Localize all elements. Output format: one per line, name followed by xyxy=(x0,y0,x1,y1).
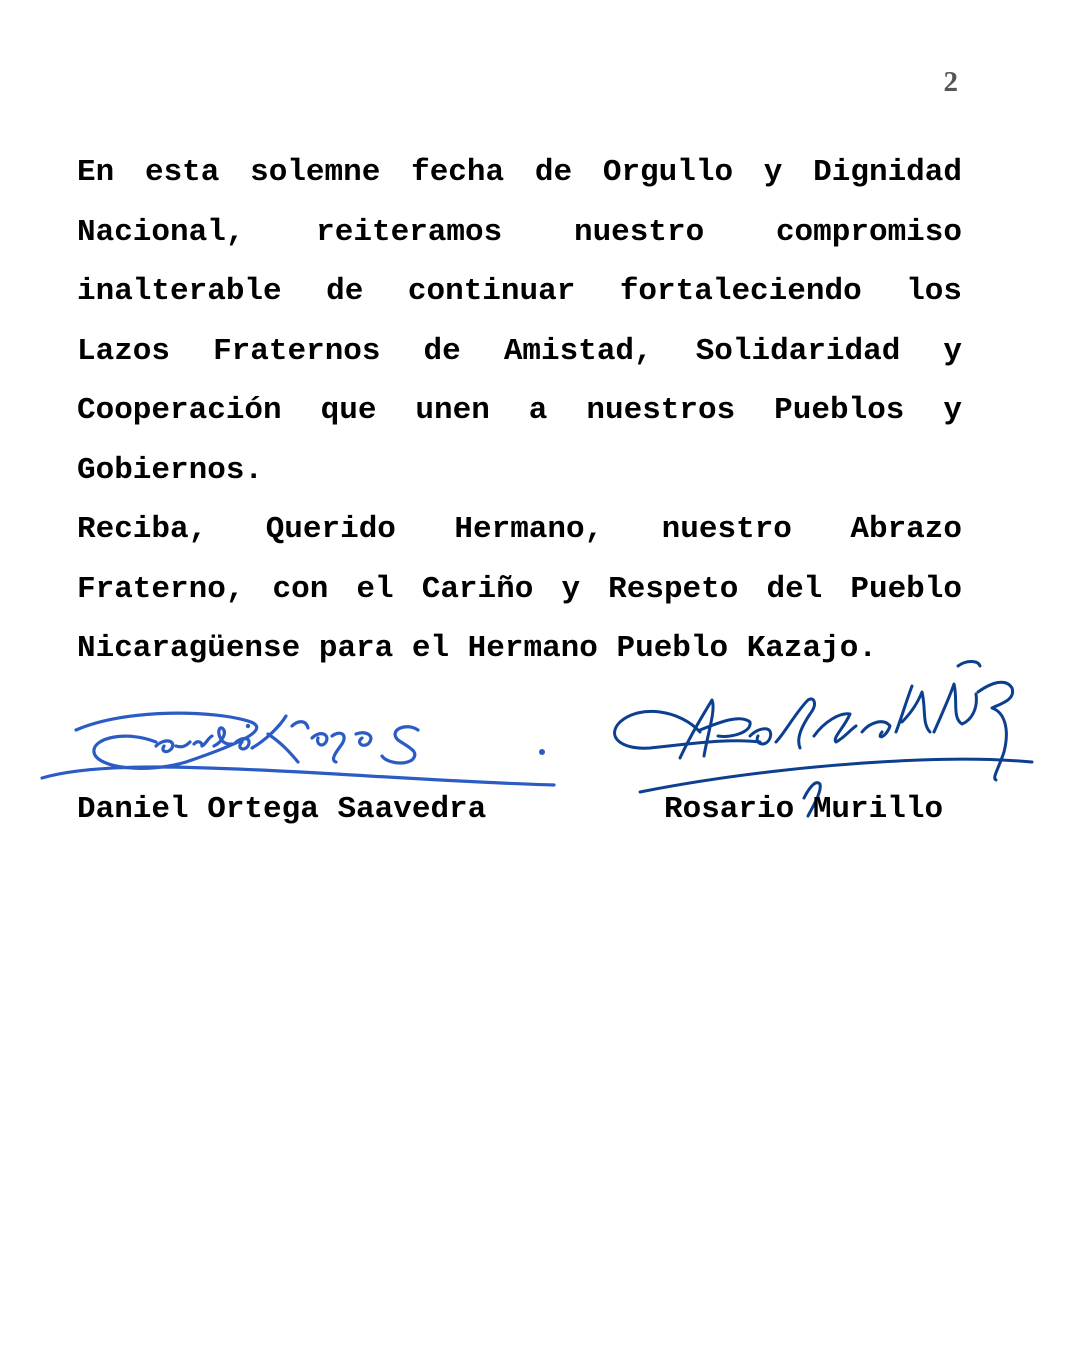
page-number: 2 xyxy=(943,66,958,98)
signatory-name-rosario-murillo: Rosario Murillo xyxy=(664,792,944,827)
paragraph-commitment: En esta solemne fecha de Orgullo y Dignidad Nacional, reiteramos nuestro compromiso inalterable de continuar fortaleciendo los Lazos Fraternos de Amistad, Solidaridad y Cooperación que unen a nuestros Pueblos y Gobiernos. xyxy=(77,155,962,488)
paragraph-greeting: Reciba, Querido Hermano, nuestro Abrazo Fraterno, con el Cariño y Respeto del Pueblo Nicaragüense para el Hermano Pueblo Kazajo. xyxy=(77,512,962,666)
signatory-name-daniel-ortega: Daniel Ortega Saavedra xyxy=(77,792,487,827)
